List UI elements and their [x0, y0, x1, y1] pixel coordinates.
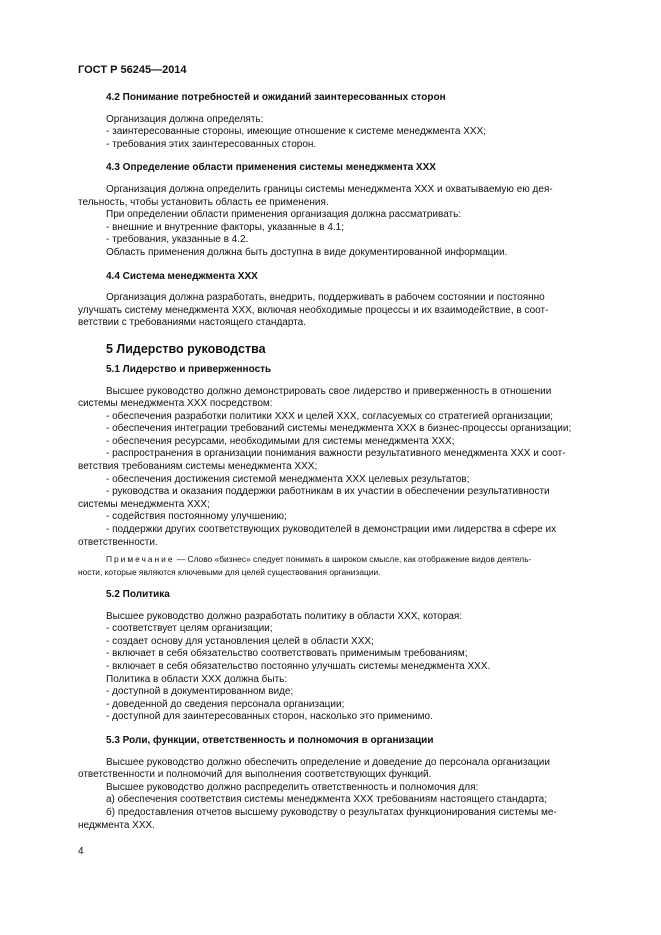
list-item: - поддержки других соответствующих руководителей в демонстрации ими лидерства в сфере их [106, 524, 557, 536]
list-item: - внешние и внутренние факторы, указанные в 4.1; [106, 221, 344, 233]
paragraph: Высшее руководство должно обеспечить определение и доведение до персонала организации [106, 756, 550, 768]
list-item: - соответствует целям организации; [106, 623, 273, 635]
list-item: - доведенной до сведения персонала организации; [106, 698, 345, 710]
paragraph-continuation: тельность, чтобы установить область ее применения. [78, 196, 329, 208]
section-4-3-title: 4.3 Определение области применения системы менеджмента XXX [106, 162, 436, 174]
paragraph-continuation: системы менеджмента XXX посредством: [78, 398, 273, 410]
list-item: - создает основу для установления целей в области XXX; [106, 635, 374, 647]
list-item-continuation: неджмента XXX. [78, 819, 155, 831]
list-item: б) предоставления отчетов высшему руководству о результатах функционирования системы ме- [106, 806, 557, 818]
list-item: - включает в себя обязательство постоянно улучшать системы менеджмента XXX. [106, 661, 491, 672]
list-item: - содействия постоянному улучшению; [106, 511, 287, 523]
paragraph [78, 184, 614, 197]
list-item: - обеспечения разработки политики XXX и целей XXX, согласуемых со стратегией организации; [106, 410, 554, 422]
note [78, 553, 614, 565]
list-item: - заинтересованные стороны, имеющие отношение к системе менеджмента XXX; [106, 126, 487, 138]
page-content [78, 92, 614, 832]
list-item: - доступной для заинтересованных сторон, насколько это применимо. [106, 711, 433, 723]
note-continuation: ности, которые являются ключевыми для целей существования организации. [78, 566, 381, 577]
paragraph-continuation: ответственности и полномочий для выполнения соответствующих функций. [78, 769, 432, 781]
paragraph: Организация должна определять: [106, 113, 264, 125]
note-label: Примечание [106, 554, 175, 565]
page-number: 4 [78, 846, 84, 857]
paragraph-continuation: ветствии с требованиями настоящего стандарта. [78, 317, 306, 329]
list-item: а) обеспечения соответствия системы менеджмента XXX требованиям настоящего стандарта; [106, 794, 548, 806]
section-5-title: 5 Лидерство руководства [106, 341, 266, 356]
section-5-3-title: 5.3 Роли, функции, ответственность и полномочия в организации [106, 734, 434, 746]
list-item: - доступной в документированном виде; [106, 686, 294, 698]
paragraph: Область применения должна быть доступна в виде документированной информации. [106, 246, 508, 258]
paragraph: При определении области применения организация должна рассматривать: [106, 209, 462, 221]
paragraph: Организация должна разработать, внедрить, поддерживать в рабочем состоянии и постоянно [106, 292, 545, 304]
list-item: - руководства и оказания поддержки работникам в их участии в обеспечении результативности [106, 486, 550, 498]
section-4-4-title: 4.4 Система менеджмента XXX [106, 270, 258, 282]
paragraph: Высшее руководство должно демонстрировать свое лидерство и приверженность в отношении [106, 385, 552, 397]
paragraph-continuation: улучшать систему менеджмента XXX, включая необходимые процессы и их взаимодействие, в соот- [78, 304, 549, 316]
section-5-2-title: 5.2 Политика [106, 589, 170, 601]
section-5-1-title: 5.1 Лидерство и приверженность [106, 363, 272, 375]
list-item: - обеспечения интеграции требований системы менеджмента XXX в бизнес-процессы организации; [106, 423, 572, 435]
list-item-continuation: ветствия требованиям системы менеджмента XXX; [78, 461, 318, 473]
standard-code: ГОСТ Р 56245—2014 [78, 64, 187, 76]
list-item: - требования этих заинтересованных сторон. [106, 138, 317, 150]
section-4-2-title: 4.2 Понимание потребностей и ожиданий заинтересованных сторон [106, 92, 446, 103]
text-line: Организация должна определить границы системы менеджмента XXX и охватываемую ею дея- [106, 183, 553, 195]
paragraph: Высшее руководство должно разработать политику в области XXX, которая: [106, 610, 463, 622]
note-text: — Слово «бизнес» следует понимать в широком смысле, как отображение видов деятель- [176, 554, 532, 565]
list-item-continuation: системы менеджмента XXX; [78, 498, 210, 510]
list-item: - требования, указанные в 4.2. [106, 234, 249, 246]
paragraph: Высшее руководство должно распределить ответственность и полномочия для: [106, 781, 479, 793]
list-item-continuation: ответственности. [78, 536, 158, 548]
list-item: - обеспечения ресурсами, необходимыми для системы менеджмента XXX; [106, 435, 455, 447]
paragraph: Политика в области XXX должна быть: [106, 673, 288, 685]
list-item: - распространения в организации понимания важности результативного менеджмента XXX и соот- [106, 448, 566, 460]
list-item: - включает в себя обязательство соответствовать применимым требованиям; [106, 648, 468, 660]
list-item: - обеспечения достижения системой менеджмента XXX целевых результатов; [106, 473, 470, 485]
